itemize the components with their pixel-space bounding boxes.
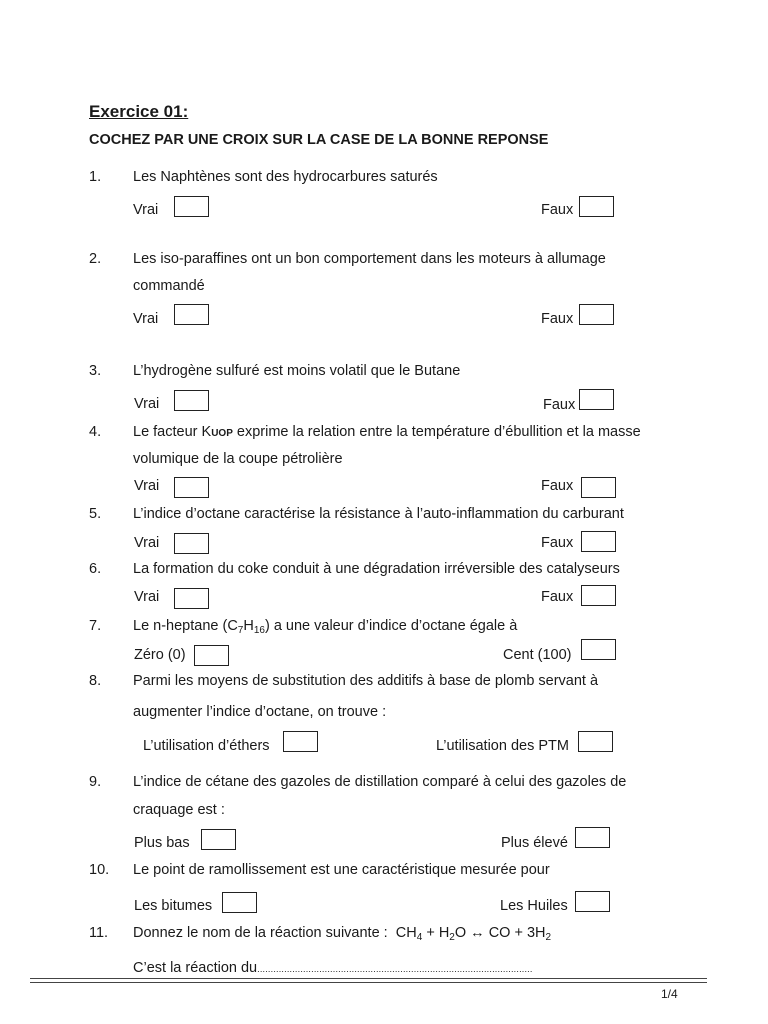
- q4-option-b-checkbox[interactable]: [581, 477, 616, 498]
- q2-text-line2: commandé: [133, 278, 205, 294]
- q1-number: 1.: [89, 169, 102, 185]
- q5-number: 5.: [89, 506, 102, 522]
- q5-option-a-label: Vrai: [134, 535, 160, 551]
- q3-option-b-checkbox[interactable]: [579, 389, 614, 410]
- page-number: 1/4: [661, 987, 678, 1001]
- q10-text: Le point de ramollissement est une caractéristique mesurée pour: [133, 862, 550, 878]
- q7-number: 7.: [89, 618, 102, 634]
- q4-option-b-label: Faux: [541, 478, 574, 494]
- q3-option-a-checkbox[interactable]: [174, 390, 209, 411]
- footer-divider-bottom: [30, 982, 707, 983]
- exercise-title: Exercice 01:: [89, 102, 189, 121]
- q6-option-a-checkbox[interactable]: [174, 588, 209, 609]
- q11-text: Donnez le nom de la réaction suivante : $CH_4 + H_2O$ ↔ CO + $3H_2$: [133, 925, 552, 943]
- q5-option-b-label: Faux: [541, 535, 574, 551]
- q2-option-b-checkbox[interactable]: [579, 304, 614, 325]
- q11-number: 11.: [89, 925, 109, 941]
- q3-option-a-label: Vrai: [134, 396, 160, 412]
- q1-option-b-label: Faux: [541, 202, 574, 218]
- q1-option-a-checkbox[interactable]: [174, 196, 209, 217]
- q8-text-line2: augmenter l’indice d’octane, on trouve :: [133, 704, 387, 720]
- q9-text-line1: L’indice de cétane des gazoles de distillation comparé à celui des gazoles de: [133, 774, 627, 790]
- q4-text-line2: volumique de la coupe pétrolière: [133, 451, 343, 467]
- instruction: COCHEZ PAR UNE CROIX SUR LA CASE DE LA BONNE REPONSE: [89, 132, 549, 148]
- q2-option-a-checkbox[interactable]: [174, 304, 209, 325]
- q10-option-b-checkbox[interactable]: [575, 891, 610, 912]
- q9-text-line2: craquage est :: [133, 802, 225, 818]
- q6-option-a-label: Vrai: [134, 589, 160, 605]
- q8-text-line1: Parmi les moyens de substitution des additifs à base de plomb servant à: [133, 673, 599, 689]
- q7-option-a-label: Zéro (0): [134, 647, 186, 663]
- q5-option-b-checkbox[interactable]: [581, 531, 616, 552]
- q8-option-b-checkbox[interactable]: [578, 731, 613, 752]
- q4-text-line1: Le facteur KUOP exprime la relation entre la température d’ébullition et la masse: [133, 424, 641, 440]
- q9-option-b-checkbox[interactable]: [575, 827, 610, 848]
- q5-option-a-checkbox[interactable]: [174, 533, 209, 554]
- q2-text-line1: Les iso-paraffines ont un bon comportement dans les moteurs à allumage: [133, 251, 606, 267]
- q7-option-b-label: Cent (100): [503, 647, 572, 663]
- q7-option-a-checkbox[interactable]: [194, 645, 229, 666]
- q10-option-a-label: Les bitumes: [134, 898, 213, 914]
- q2-option-b-label: Faux: [541, 311, 574, 327]
- q8-number: 8.: [89, 673, 102, 689]
- q6-text: La formation du coke conduit à une dégradation irréversible des catalyseurs: [133, 561, 620, 577]
- q3-option-b-label: Faux: [543, 397, 576, 413]
- q6-number: 6.: [89, 561, 102, 577]
- footer-divider-top: [30, 978, 707, 979]
- q7-option-b-checkbox[interactable]: [581, 639, 616, 660]
- q8-option-b-label: L’utilisation des PTM: [436, 738, 569, 754]
- q9-option-a-checkbox[interactable]: [201, 829, 236, 850]
- q10-number: 10.: [89, 862, 110, 878]
- q2-option-a-label: Vrai: [133, 311, 159, 327]
- q3-text: L’hydrogène sulfuré est moins volatil que le Butane: [133, 363, 461, 379]
- q4-number: 4.: [89, 424, 102, 440]
- q3-number: 3.: [89, 363, 102, 379]
- q9-option-a-label: Plus bas: [134, 835, 190, 851]
- q4-option-a-label: Vrai: [134, 478, 160, 494]
- q11-equation: $CH_4 + H_2O$ ↔ CO + $3H_2$: [395, 925, 552, 943]
- q1-text: Les Naphtènes sont des hydrocarbures saturés: [133, 169, 438, 185]
- q5-text: L’indice d’octane caractérise la résistance à l’auto-inflammation du carburant: [133, 506, 624, 522]
- q8-option-a-checkbox[interactable]: [283, 731, 318, 752]
- q10-option-b-label: Les Huiles: [500, 898, 568, 914]
- q10-option-a-checkbox[interactable]: [222, 892, 257, 913]
- q6-option-b-label: Faux: [541, 589, 574, 605]
- q1-option-b-checkbox[interactable]: [579, 196, 614, 217]
- q1-option-a-label: Vrai: [133, 202, 159, 218]
- q11-answer-line[interactable]: C’est la réaction du......................................................................................................: [133, 960, 533, 976]
- q7-text: Le n-heptane $(C_7H_{16})$ a une valeur d’indice d’octane égale à: [133, 618, 518, 636]
- q4-option-a-checkbox[interactable]: [174, 477, 209, 498]
- q8-option-a-label: L’utilisation d’éthers: [143, 738, 270, 754]
- q2-number: 2.: [89, 251, 102, 267]
- q9-number: 9.: [89, 774, 102, 790]
- q9-option-b-label: Plus élevé: [501, 835, 568, 851]
- q6-option-b-checkbox[interactable]: [581, 585, 616, 606]
